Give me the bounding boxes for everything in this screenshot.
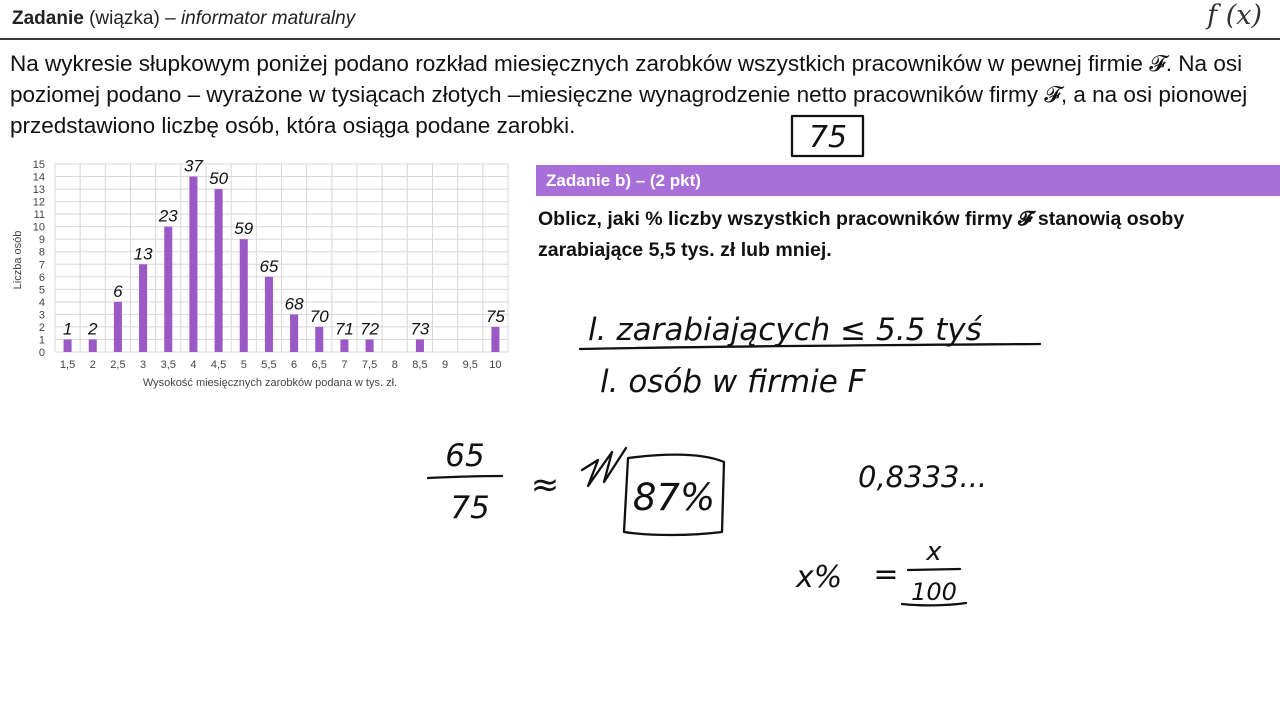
fx-logo: f (x)	[1207, 0, 1262, 31]
cumulative-annotation: 72	[360, 319, 380, 339]
cumulative-annotation: 6	[113, 281, 123, 301]
percent-lhs: x%	[796, 560, 843, 595]
x-tick-label: 3,5	[160, 359, 176, 371]
chart-y-axis-label: Liczba osób	[12, 230, 24, 290]
intro-paragraph: Na wykresie słupkowym poniżej podano rozkład miesięcznych zarobków wszystkich pracowników w pewnej firmie 𝓕. Na osi poziomej podano – wyrażone w tysiącach złotych –miesięczne wynagrodzenie netto pracowników firmy 𝓕, a na osi pionowej przedstawiono liczbę osób, która osiąga podane zarobki.	[10, 51, 1248, 138]
y-tick-label: 3	[38, 309, 45, 322]
decimal-value: 0,8333...	[858, 460, 988, 494]
cumulative-annotation: 37	[183, 156, 203, 176]
y-tick-label: 15	[32, 159, 45, 171]
fraction-numerator: 65	[445, 438, 485, 474]
result-percent: 87%	[632, 476, 716, 519]
cumulative-annotation: 13	[133, 244, 153, 264]
cumulative-annotation: 2	[88, 319, 98, 339]
x-tick-label: 4	[190, 359, 197, 371]
x-tick-label: 8,5	[412, 359, 428, 371]
percent-denominator: 100	[911, 578, 957, 606]
approx-sign: ≈	[530, 465, 560, 505]
x-tick-label: 9,5	[462, 359, 478, 371]
y-tick-label: 13	[32, 184, 45, 197]
x-tick-label: 7	[341, 359, 348, 371]
x-tick-label: 4,5	[210, 359, 227, 371]
x-tick-label: 7,5	[361, 359, 378, 371]
cumulative-annotation: 1	[62, 319, 73, 339]
x-tick-label: 2,5	[110, 359, 126, 371]
y-tick-label: 14	[32, 171, 45, 184]
fraction-denominator: 75	[450, 490, 490, 526]
cumulative-annotation: 23	[158, 206, 178, 226]
y-tick-label: 0	[38, 347, 45, 359]
x-tick-label: 8	[391, 359, 398, 371]
cumulative-annotation: 68	[284, 294, 304, 314]
x-tick-label: 9	[442, 359, 449, 371]
x-tick-label: 5,5	[261, 359, 277, 371]
y-tick-label: 1	[38, 334, 45, 347]
percent-fraction-line	[908, 569, 960, 570]
y-tick-label: 5	[38, 284, 45, 297]
scribble-mark	[582, 448, 626, 486]
denominator-text: l. osób w firmie F	[600, 364, 866, 400]
x-tick-label: 6	[291, 359, 298, 371]
total-value: 75	[808, 120, 848, 155]
x-tick-label: 6,5	[311, 359, 327, 371]
y-tick-label: 11	[33, 209, 45, 222]
header-title-bold: Zadanie	[12, 8, 84, 29]
x-tick-label: 2	[89, 359, 96, 371]
cumulative-annotation: 71	[334, 319, 354, 339]
cumulative-annotation: 50	[209, 169, 229, 189]
y-tick-label: 8	[38, 246, 45, 259]
cumulative-annotation: 75	[485, 306, 505, 326]
y-tick-label: 12	[32, 196, 45, 209]
percent-numerator: x	[926, 537, 942, 567]
cumulative-annotation: 73	[410, 319, 430, 339]
y-tick-label: 4	[38, 296, 45, 309]
y-tick-label: 9	[38, 234, 45, 247]
numerator-text: l. zarabiających ≤ 5.5 tyś	[588, 312, 982, 348]
task-question: Oblicz, jaki % liczby wszystkich pracowników firmy 𝓕 stanowią osoby zarabiające 5,5 tys. zł lub mniej.	[538, 208, 1185, 261]
x-tick-label: 5	[240, 359, 247, 371]
cumulative-annotation: 65	[259, 256, 279, 276]
cumulative-annotation: 59	[234, 219, 254, 239]
x-tick-label: 10	[489, 359, 502, 371]
y-tick-label: 10	[32, 221, 45, 234]
x-tick-label: 3	[140, 359, 147, 371]
task-banner-label: Zadanie b) – (2 pkt)	[546, 171, 701, 190]
x-tick-label: 1,5	[59, 359, 76, 371]
cumulative-annotation: 70	[309, 306, 329, 326]
header-title-italic: informator maturalny	[180, 8, 356, 29]
y-tick-label: 6	[38, 271, 45, 284]
y-tick-label: 7	[38, 259, 45, 272]
fraction-line-numbers	[428, 476, 502, 478]
header-title-middle: (wiązka) –	[89, 8, 176, 29]
percent-equals: =	[873, 557, 899, 592]
y-tick-label: 2	[38, 321, 45, 334]
chart-x-axis-label: Wysokość miesięcznych zarobków podana w tys. zł.	[142, 377, 398, 389]
